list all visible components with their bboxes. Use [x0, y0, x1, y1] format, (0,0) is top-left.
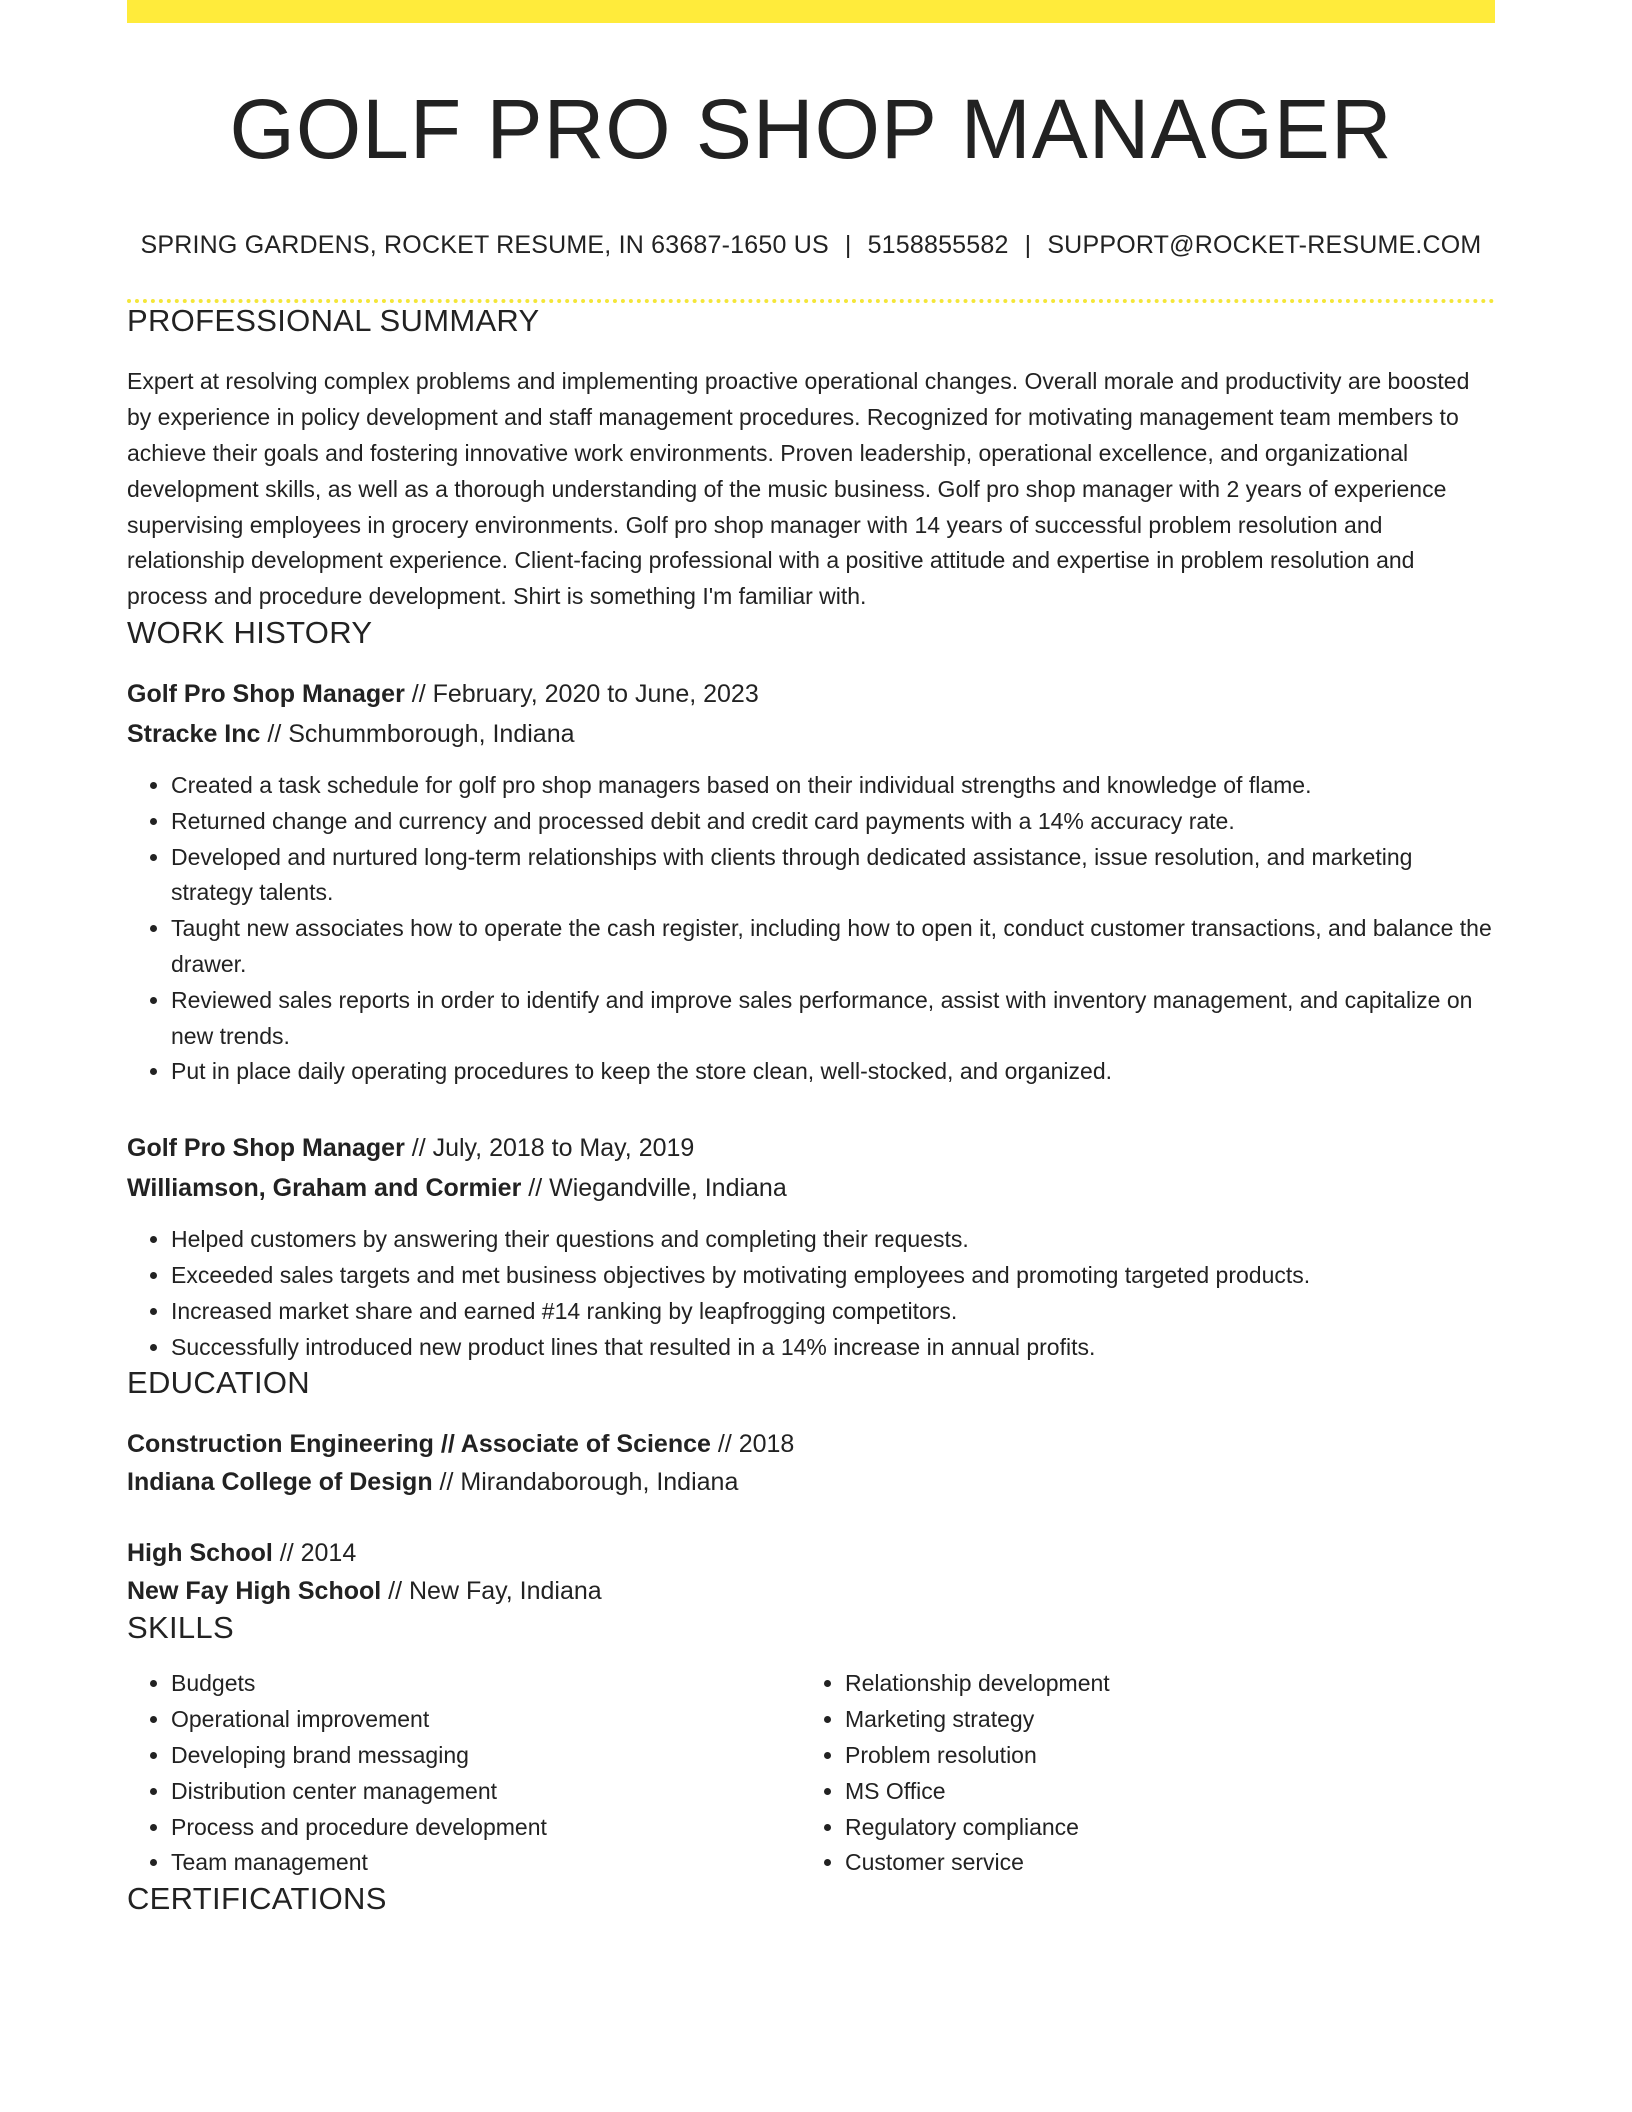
resume-title: GOLF PRO SHOP MANAGER	[229, 82, 1393, 176]
skill-item: • Customer service	[845, 1845, 1475, 1881]
contact-separator: |	[1024, 231, 1032, 260]
job-bullets	[127, 768, 1495, 1090]
education-entry	[127, 1425, 1495, 1501]
skill-item: • Developing brand messaging	[171, 1738, 801, 1774]
certifications-heading: CERTIFICATIONS	[127, 1881, 387, 1917]
job-role: Golf Pro Shop Manager	[127, 679, 405, 708]
skill-item: • Distribution center management	[171, 1774, 801, 1810]
education-school-line	[127, 1463, 1495, 1501]
resume-page	[127, 0, 1495, 1917]
accent-top-bar	[127, 0, 1495, 23]
list-item: • Increased market share and earned #14 ranking by leapfrogging competitors.	[171, 1294, 1495, 1330]
list-item: • Taught new associates how to operate the cash register, including how to open it, conduct customer transactions, and balance the drawer.	[171, 911, 1495, 983]
list-item: • Returned change and currency and processed debit and credit card payments with a 14% accuracy rate.	[171, 804, 1495, 840]
education-school-line	[127, 1572, 1495, 1610]
job-role: Golf Pro Shop Manager	[127, 1134, 405, 1163]
skill-item: • Marketing strategy	[845, 1702, 1475, 1738]
job-company: Williamson, Graham and Cormier	[127, 1174, 522, 1203]
work-history-heading: WORK HISTORY	[127, 614, 373, 650]
skill-item: • Process and procedure development	[171, 1810, 801, 1846]
list-item: • Exceeded sales targets and met business objectives by motivating employees and promoting targeted products.	[171, 1258, 1495, 1294]
skill-item: • Regulatory compliance	[845, 1810, 1475, 1846]
contact-line	[127, 231, 1495, 260]
skill-item: • Problem resolution	[845, 1738, 1475, 1774]
contact-address: SPRING GARDENS, ROCKET RESUME, IN 63687-1650 US	[140, 231, 829, 260]
summary-text: Expert at resolving complex problems and implementing proactive operational changes. Overall morale and productivity are boosted by experience in policy development and staff management procedures. Recognized for motivating management team members to achieve their goals and fostering innovative work environments. Proven leadership, operational excellence, and organizational development skills, as well as a thorough understanding of the music business. Golf pro shop manager with 2 years of experience supervising employees in grocery environments. Golf pro shop manager with 14 years of successful problem resolution and relationship development experience. Client-facing professional with a positive attitude and expertise in problem resolution and process and procedure development. Shirt is something I'm familiar with.	[127, 368, 1470, 610]
skills-heading: SKILLS	[127, 1610, 234, 1646]
job-location: // Schummborough, Indiana	[260, 719, 575, 748]
education-heading: EDUCATION	[127, 1365, 310, 1401]
skills-column-left	[127, 1666, 801, 1881]
skill-item: • MS Office	[845, 1774, 1475, 1810]
education-year: // 2014	[272, 1539, 357, 1568]
list-item: • Created a task schedule for golf pro shop managers based on their individual strengths and knowledge of flame.	[171, 768, 1495, 804]
education-degree: Construction Engineering // Associate of Science	[127, 1430, 711, 1459]
list-item: • Successfully introduced new product lines that resulted in a 14% increase in annual profits.	[171, 1330, 1495, 1366]
job-location: // Wiegandville, Indiana	[521, 1174, 787, 1203]
job-entry	[127, 1128, 1495, 1365]
education-school: Indiana College of Design	[127, 1468, 433, 1497]
education-year: // 2018	[710, 1430, 795, 1459]
skill-item: • Relationship development	[845, 1666, 1475, 1702]
job-bullets	[127, 1222, 1495, 1365]
list-item: • Developed and nurtured long-term relationships with clients through dedicated assistance, issue resolution, and marketing strategy talents.	[171, 840, 1495, 912]
job-company: Stracke Inc	[127, 719, 261, 748]
job-title-line	[127, 1128, 1495, 1168]
skills-grid	[127, 1666, 1495, 1881]
job-entry	[127, 674, 1495, 1090]
skill-item: • Team management	[171, 1845, 801, 1881]
list-item: • Put in place daily operating procedures to keep the store clean, well-stocked, and organized.	[171, 1054, 1495, 1090]
skills-column-right	[801, 1666, 1475, 1881]
education-degree: High School	[127, 1539, 273, 1568]
job-company-line	[127, 714, 1495, 754]
skill-item: • Budgets	[171, 1666, 801, 1702]
contact-separator: |	[844, 231, 852, 260]
contact-phone: 5158855582	[867, 231, 1009, 260]
skill-item: • Operational improvement	[171, 1702, 801, 1738]
education-location: // Mirandaborough, Indiana	[432, 1468, 739, 1497]
education-entry	[127, 1534, 1495, 1610]
job-company-line	[127, 1168, 1495, 1208]
job-title-line	[127, 674, 1495, 714]
education-location: // New Fay, Indiana	[381, 1577, 602, 1606]
education-degree-line	[127, 1534, 1495, 1572]
contact-email: SUPPORT@ROCKET-RESUME.COM	[1047, 231, 1482, 260]
list-item: • Reviewed sales reports in order to identify and improve sales performance, assist with inventory management, and capitalize on new trends.	[171, 983, 1495, 1055]
education-school: New Fay High School	[127, 1577, 382, 1606]
job-dates: // July, 2018 to May, 2019	[404, 1134, 695, 1163]
list-item: • Helped customers by answering their questions and completing their requests.	[171, 1222, 1495, 1258]
job-dates: // February, 2020 to June, 2023	[404, 679, 759, 708]
summary-heading: PROFESSIONAL SUMMARY	[127, 303, 540, 339]
education-degree-line	[127, 1425, 1495, 1463]
